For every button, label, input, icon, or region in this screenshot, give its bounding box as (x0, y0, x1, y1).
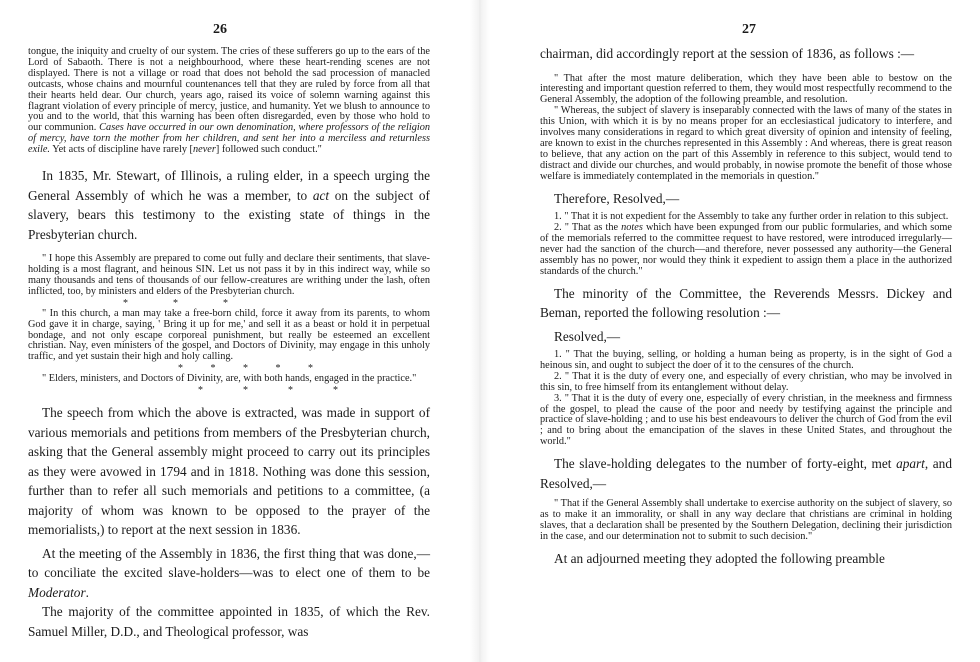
paragraph-committee: The majority of the committee appointed in 1835, of which the Rev. Samuel Miller, D.D., and Theological professor, was (28, 604, 430, 639)
quote-intro: tongue, the iniquity and cruelty of our system. The cries of these sufferers go up to the ears of the Lord of Sabaoth. There is not a neighbourhood, where these heart-rending scenes are not displayed. There is not a village or road that does not behold the sad procession of manacled outcasts, whose chains and mournful countenances tell that they are ruled by force from all that their hearts held dear. Our church, years ago, raised its voice of solemn warning against this flagrant violation of every principle of mercy, justice, and humanity. Yet we blush to announce to you and to the world, that this warning has been often disregarded, even by those who hold to our communion. Cases have occurred in our own denomination, where professors of the religion of mercy, have torn the mother from her children, and sent her into a merciless and returnless exile. Yet acts of discipline have rarely [never] followed such conduct." (28, 46, 431, 156)
ellipsis-stars: * * * * * (178, 363, 313, 375)
left-page (0, 0, 470, 662)
paragraph-stewart: In 1835, Mr. Stewart, of Illinois, a ruling elder, in a speech urging the General Assembly of which he was a member, to act on the subject of slavery, bears this testimony to the existing state of things in the Presbyterian church. (28, 168, 430, 242)
paragraph-delegates: The slave-holding delegates to the number of forty-eight, met apart, and Resolved,— (540, 456, 952, 491)
minority-resolution-1: 1. " That the buying, selling, or holding a human being as property, is in the sight of God a heinous sin, and ought to subject the doer of it to the censures of the church. (540, 349, 952, 371)
quote-committee-2: " Whereas, the subject of slavery is inseparably connected with the laws of many of the states in this Union, with which it is by no means proper for an ecclesiastical judicatory to interfere, and involves many considerations in regard to which great diversity of opinion and intensity of feeling, are known to exist in the churches represented in this Assembly : And whereas, there is great reason to believe, that any action on the part of this Assembly in reference to this subject, would tend to distract and divide our churches, and would probably, in nowise promote the benefit of those whose welfare is immediately contemplated in the memorials in question." (540, 105, 952, 182)
heading-resolved: Therefore, Resolved,— (554, 190, 680, 206)
quote-stewart-3: " Elders, ministers, and Doctors of Divinity, are, with both hands, engaged in the practice." (42, 373, 417, 385)
quote-delegates: " That if the General Assembly shall undertake to exercise authority on the subject of slavery, so as to make it an immorality, or shall in any way declare that christians are criminal in holding slaves, that a declaration shall be presented by the Southern Delegation, declining their jurisdiction in the case, and our determination not to submit to such decision." (540, 498, 952, 542)
quote-committee-1: " That after the most mature deliberation, which they have been able to bestow on the interesting and important question referred to them, they would most respectfully recommend to the General Assembly, the adoption of the following preamble, and resolution. (540, 72, 952, 106)
minority-resolution-2: 2. " That it is the duty of every one, and especially of every christian, who may be involved in this sin, to free himself from its entanglement without delay. (540, 370, 952, 393)
paragraph-moderator: At the meeting of the Assembly in 1836, the first thing that was done,—to conciliate the excited slave-holders—was to elect one of them to be Moderator. (28, 545, 430, 600)
quote-stewart-1: " I hope this Assembly are prepared to come out fully and declare their sentiments, that slave-holding is a most flagrant, and heinous SIN. Let us not pass it by in this indirect way, while so many thousands and tens of thousands of our fellow-creatures are writhing under the lash, often inflicted, too, by ministers and elders of the Presbyterian church. (28, 253, 430, 297)
page-number: 26 (213, 22, 227, 37)
paragraph-minority: The minority of the Committee, the Reverends Messrs. Dickey and Beman, reported the following resolution :— (540, 285, 952, 320)
paragraph-adjourned: At an adjourned meeting they adopted the following preamble (554, 550, 885, 566)
ellipsis-stars: * * * * (198, 385, 338, 397)
paragraph-speech: The speech from which the above is extracted, was made in support of various memorials and petitions from members of the Presbyterian church, asking that the General assembly might proceed to carry out its principles as they were avowed in 1794 and in 1818. Nothing was done this session, further than to refer all such memorials and petitions to a committee, (a majority of whom was known to be opposed to the prayer of the memorialists,) to report at the next session in 1836. (28, 405, 430, 538)
right-text-column (540, 44, 952, 568)
heading-resolved: Resolved,— (554, 328, 621, 344)
page-number: 27 (742, 22, 756, 37)
book-gutter (470, 0, 490, 662)
left-text-column (28, 47, 430, 641)
right-page (490, 0, 980, 662)
paragraph-report: chairman, did accordingly report at the session of 1836, as follows :— (540, 46, 915, 61)
minority-resolution-3: 3. " That it is the duty of every one, especially of every christian, in the meekness and firmness of the gospel, to plead the cause of the poor and needy by testifying against the principle and practice of slave-holding ; and to use his best endeavours to deliver the church of God from the evil ; and to bring about the emancipation of the slaves in these United States, and throughout the world." (540, 392, 952, 448)
ellipsis-stars: * * * (123, 297, 228, 309)
resolution-2: 2. " That as the notes which have been expunged from our public formularies, and which some of the memorials referred to the committee request to have restored, were introduced irregularly—never had the sanction of the church—and therefore, never possessed any authority—the General assembly has no power, nor would they think it expedient to assign them a place in the authorized standards of the church." (540, 221, 952, 277)
quote-stewart-2: " In this church, a man may take a free-born child, force it away from its parents, to whom God gave it in charge, saying, ' Bring it up for me,' and sell it as a beast or hold it in perpetual bondage, and not only escape corporeal punishment, but really be esteemed an excellent christian. Nay, even ministers of the gospel, and Doctors of Divinity, may engage in this unholy traffic, and yet sustain their high and holy calling. (28, 307, 430, 363)
resolution-1: 1. " That it is not expedient for the Assembly to take any further order in relation to this subject. (554, 211, 949, 223)
